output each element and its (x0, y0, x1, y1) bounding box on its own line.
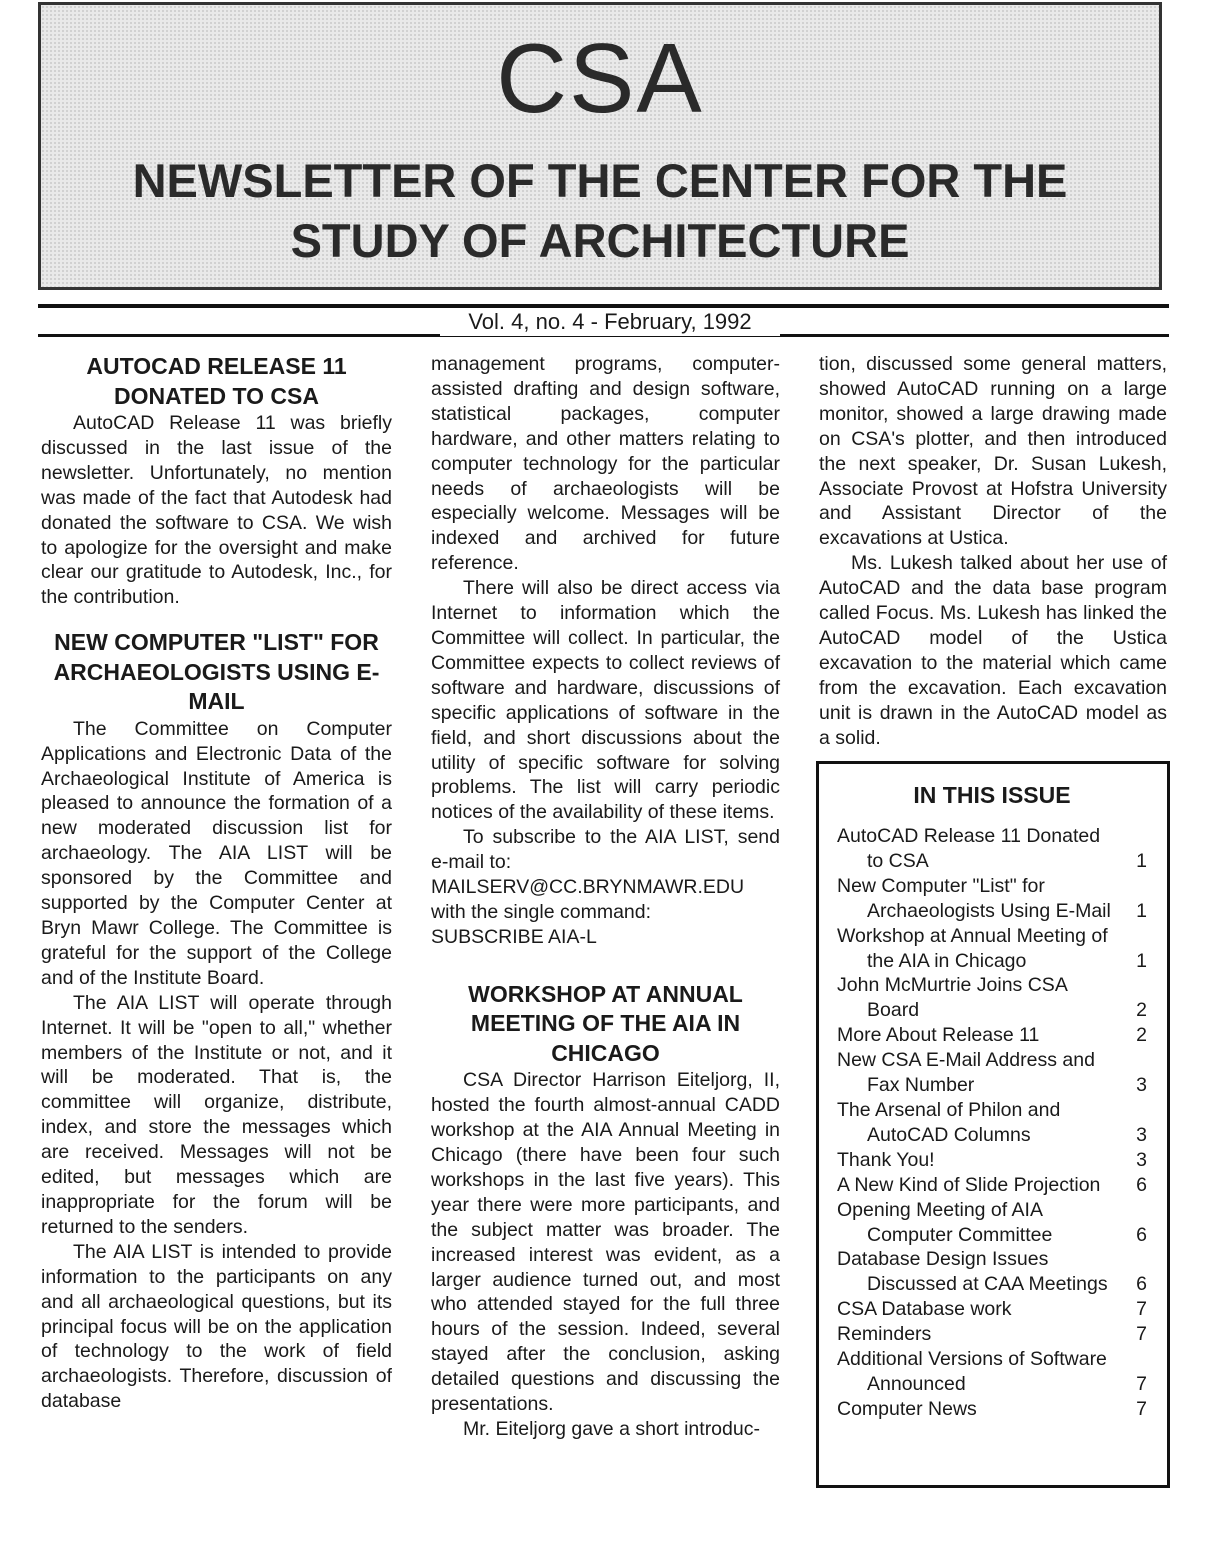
toc-item (837, 1048, 1147, 1098)
masthead-logo: CSA (496, 23, 704, 133)
toc-item-label: Workshop at Annual Meeting of the AIA in Chicago (837, 924, 1108, 972)
toc-item-page: 7 (1136, 1298, 1147, 1321)
toc-item-label: More About Release 11 (837, 1024, 1040, 1047)
article-workshop-paragraph-continued: tion, discussed some general matters, showed AutoCAD running on a large monitor, showed a large drawing made on CSA's plotter, and then introduced the next speaker, Dr. Susan Lukesh, Associate Provost at Hofstra University and Assistant Director of the excavations at Ustica. (819, 353, 1167, 550)
toc-item (837, 924, 1147, 974)
column-2 (431, 352, 780, 1442)
article-list-paragraph: There will also be direct access via Internet to information which the Committee will collect. In particular, the Committee expects to collect reviews of software and hardware, discussions of specific applications of software in the field, and short discussions about the utility of specific software for solving problems. The list will carry periodic notices of the availability of these items. (431, 577, 780, 824)
article-list-title: NEW COMPUTER "LIST" FOR ARCHAEOLOGISTS USING E-MAIL (53, 629, 380, 715)
toc-item (837, 1322, 1147, 1347)
toc-item (837, 1148, 1147, 1173)
toc-item (837, 1098, 1147, 1148)
toc-item-page: 7 (1136, 1323, 1147, 1346)
toc-item-page: 2 (1136, 1024, 1147, 1047)
article-autocad-title: AUTOCAD RELEASE 11 DONATED TO CSA (86, 353, 347, 409)
article-workshop-paragraph: Mr. Eiteljorg gave a short introduc- (463, 1417, 760, 1440)
toc-title: IN THIS ISSUE (913, 782, 1071, 808)
masthead (38, 2, 1162, 290)
toc-item (837, 1297, 1147, 1322)
in-this-issue-box (816, 761, 1170, 1488)
toc-item-label: Reminders (837, 1323, 932, 1346)
issue-line: Vol. 4, no. 4 - February, 1992 (440, 308, 780, 336)
toc-item-label: Opening Meeting of AIA Computer Committee (837, 1198, 1053, 1246)
toc-item (837, 874, 1147, 924)
toc-item-label: Additional Versions of Software Announced (837, 1348, 1107, 1395)
toc-item (837, 973, 1147, 1023)
article-list-paragraph: To subscribe to the AIA LIST, send e-mail to: (431, 826, 780, 874)
toc-item-page: 3 (1136, 1148, 1147, 1171)
toc-list (837, 824, 1147, 1422)
toc-item-page: 1 (1136, 899, 1147, 922)
article-workshop-paragraph: CSA Director Harrison Eiteljorg, II, hosted the fourth almost-annual CADD workshop at the AIA Annual Meeting in Chicago (there have been four such workshops in the last five years). This year there were more participants, and the subject matter was broader. The increased interest was evident, as a larger audience turned out, and most who attended stayed for the full three hours of the session. Indeed, several stayed after the conclusion, asking detailed questions and discussing the presentations. (431, 1069, 780, 1416)
toc-item-label: The Arsenal of Philon and AutoCAD Columns (837, 1098, 1061, 1146)
toc-item-label: A New Kind of Slide Projection (837, 1173, 1101, 1196)
toc-item (837, 1247, 1147, 1297)
subtitle-line-1: NEWSLETTER OF THE CENTER FOR THE (132, 154, 1068, 207)
toc-item (837, 1173, 1147, 1198)
toc-item (837, 1397, 1147, 1422)
toc-item-page: 2 (1136, 999, 1147, 1022)
subscribe-command: SUBSCRIBE AIA-L (431, 925, 597, 948)
toc-item-page: 6 (1136, 1173, 1147, 1196)
toc-item-page: 1 (1136, 949, 1147, 972)
article-list-paragraph-continued: management programs, computer-assisted drafting and design software, statistical packages, computer hardware, and other matters relating to computer technology for the particular needs of archaeologists will be especially welcome. Messages will be indexed and archived for future reference. (431, 353, 780, 575)
toc-item-label: Database Design Issues Discussed at CAA Meetings (837, 1248, 1108, 1296)
subtitle-line-2: STUDY OF ARCHITECTURE (290, 214, 910, 267)
toc-item (837, 1198, 1147, 1248)
toc-item-page: 6 (1136, 1223, 1147, 1246)
subscribe-command-intro: with the single command: (431, 900, 652, 923)
toc-item-page: 3 (1136, 1123, 1147, 1146)
toc-item-label: CSA Database work (837, 1298, 1012, 1321)
toc-item-label: New CSA E-Mail Address and Fax Number (837, 1049, 1095, 1097)
toc-item-label: Thank You! (837, 1148, 935, 1171)
article-list-paragraph: The AIA LIST will operate through Internet. It will be "open to all," whether members of the Institute or not, and it will be moderated. That is, the committee will organize, distribute, index, and store the messages which are received. Messages will not be edited, but messages which are inappropriate for the forum will be returned to the senders. (41, 991, 392, 1238)
toc-item-label: John McMurtrie Joins CSA Board (837, 974, 1067, 1022)
toc-item-label: New Computer "List" for Archaeologists Using E-Mail (837, 874, 1111, 922)
toc-item (837, 1023, 1147, 1048)
toc-item (837, 824, 1147, 874)
toc-item-page: 3 (1136, 1074, 1147, 1097)
toc-item (837, 1347, 1147, 1397)
article-list-paragraph: The Committee on Computer Applications and Electronic Data of the Archaeological Institute of America is pleased to announce the formation of a new moderated discussion list for archaeology. The AIA LIST will be sponsored by the Committee and supported by the Computer Center at Bryn Mawr College. The Committee is grateful for the support of the College and of the Institute Board. (41, 717, 392, 989)
article-autocad-paragraph: AutoCAD Release 11 was briefly discussed in the last issue of the newsletter. Unfortunately, no mention was made of the fact that Autodesk had donated the software to CSA. We wish to apologize for the oversight and make clear our gratitude to Autodesk, Inc., for the contribution. (41, 412, 392, 609)
column-3 (819, 352, 1167, 751)
subscribe-email: MAILSERV@CC.BRYNMAWR.EDU (431, 876, 745, 899)
toc-item-page: 1 (1136, 849, 1147, 872)
article-list-paragraph: The AIA LIST is intended to provide information to the participants on any and all archaeological questions, but its principal focus will be on the application of technology to the work of field archaeologists. Therefore, discussion of database (41, 1240, 392, 1413)
toc-item-page: 7 (1136, 1397, 1147, 1420)
article-workshop-title: WORKSHOP AT ANNUAL MEETING OF THE AIA IN CHICAGO (468, 980, 743, 1066)
toc-item-label: Computer News (837, 1397, 977, 1420)
toc-item-label: AutoCAD Release 11 Donated to CSA (837, 825, 1101, 872)
masthead-subtitle (61, 151, 1139, 271)
article-workshop-paragraph: Ms. Lukesh talked about her use of AutoCAD and the data base program called Focus. Ms. Lukesh has linked the AutoCAD model of the Ustica excavation to the material which came from the excavation. Each excavation unit is drawn in the AutoCAD model as a solid. (819, 552, 1167, 749)
column-1 (41, 352, 392, 1414)
toc-item-page: 7 (1136, 1372, 1147, 1395)
toc-item-page: 6 (1136, 1273, 1147, 1296)
